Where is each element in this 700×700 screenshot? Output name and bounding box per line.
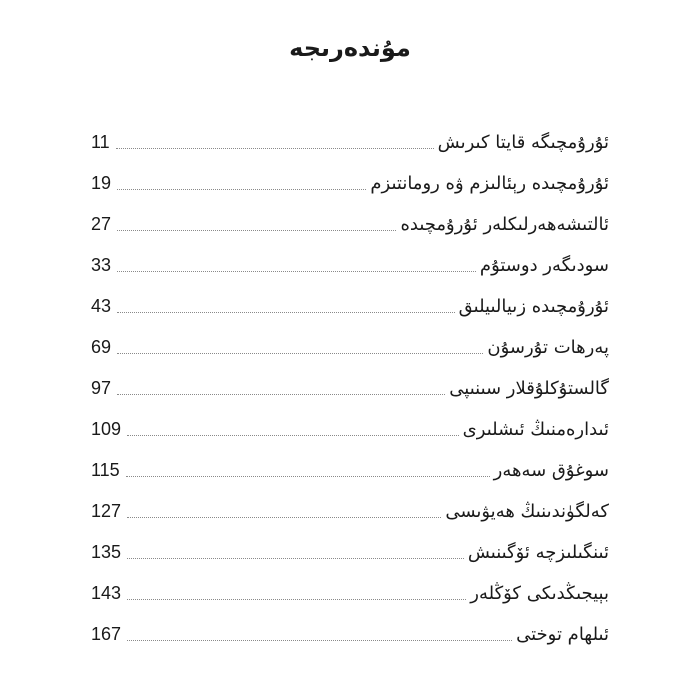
dot-leader: [127, 599, 466, 600]
toc-page-number: 115: [91, 460, 120, 480]
toc-entry-title: ئالتىشەھەرلىكلەر ئۇرۇمچىدە: [400, 214, 609, 235]
toc-page-number: 27: [91, 214, 112, 234]
toc-entry[interactable]: [91, 608, 609, 649]
toc-entry-title: سودىگەر دوستۇم: [479, 255, 609, 276]
toc-page-number: 97: [91, 378, 112, 398]
toc-entry[interactable]: [91, 198, 609, 239]
toc-entry[interactable]: [91, 567, 609, 608]
toc-entry-title: پەرھات تۇرسۇن: [487, 337, 609, 358]
toc-entry[interactable]: [91, 116, 609, 157]
dot-leader: [126, 476, 490, 477]
toc-entry[interactable]: [91, 403, 609, 444]
dot-leader: [127, 558, 464, 559]
toc-page-number: 135: [91, 542, 122, 562]
dot-leader: [116, 148, 434, 149]
toc-entry[interactable]: [91, 157, 609, 198]
toc-page-number: 11: [91, 132, 110, 152]
toc-page-number: 167: [91, 624, 122, 644]
toc-page-number: 69: [91, 337, 112, 357]
dot-leader: [127, 435, 459, 436]
toc-page-number: 33: [91, 255, 112, 275]
toc-page-number: 43: [91, 296, 112, 316]
toc-entry[interactable]: [91, 321, 609, 362]
dot-leader: [117, 230, 396, 231]
dot-leader: [127, 517, 441, 518]
toc-entry-title: سوغۇق سەھەر: [493, 460, 609, 481]
toc-page-number: 109: [91, 419, 122, 439]
toc-entry-title: ئىنگىلىزچە ئۆگىنىش: [467, 542, 609, 563]
dot-leader: [117, 312, 455, 313]
toc-entry-title: كەلگۈندىنىڭ ھەيۋىسى: [445, 501, 609, 522]
toc-entry-title: ئىدارەمنىڭ ئىشلىرى: [462, 419, 609, 440]
dot-leader: [117, 394, 445, 395]
toc-page-number: 19: [91, 173, 112, 193]
toc-list: [91, 116, 609, 649]
toc-entry[interactable]: [91, 444, 609, 485]
toc-entry[interactable]: [91, 239, 609, 280]
toc-page-number: 127: [91, 501, 122, 521]
dot-leader: [127, 640, 512, 641]
toc-entry[interactable]: [91, 485, 609, 526]
toc-entry[interactable]: [91, 526, 609, 567]
toc-page-number: 143: [91, 583, 122, 603]
toc-entry-title: گالستۇكلۇقلار سىنىپى: [449, 378, 609, 399]
toc-entry-title: ئۇرۇمچىدە رېئالىزم ۋە رومانتىزم: [370, 173, 609, 194]
page-title: مۇندەرىجە: [289, 34, 411, 62]
toc-entry[interactable]: [91, 280, 609, 321]
toc-entry[interactable]: [91, 362, 609, 403]
toc-entry-title: ئۇرۇمچىگە قايتا كىرىش: [437, 132, 609, 153]
toc-entry-title: ئىلھام توختى: [516, 624, 609, 645]
toc-entry-title: ئۇرۇمچىدە زىيالىيلىق: [458, 296, 609, 317]
dot-leader: [117, 189, 366, 190]
dot-leader: [117, 271, 476, 272]
dot-leader: [117, 353, 483, 354]
toc-entry-title: بېيجىڭدىكى كۆڭلەر: [470, 583, 609, 604]
